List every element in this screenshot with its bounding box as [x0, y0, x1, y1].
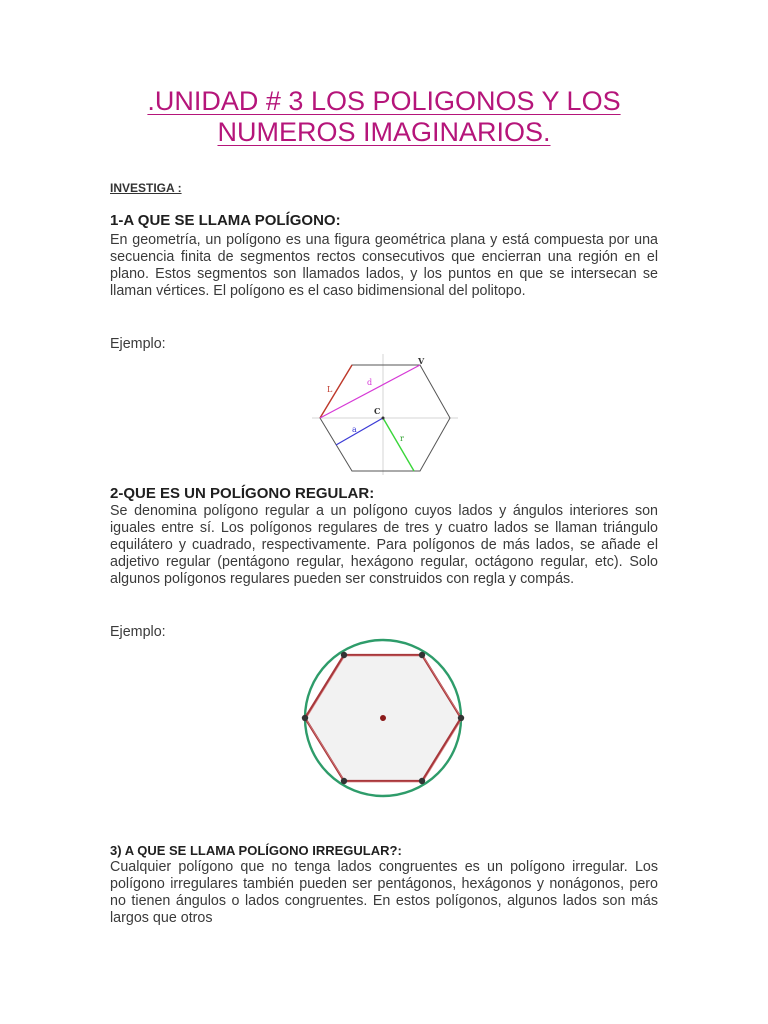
- section1-example-label: Ejemplo:: [110, 336, 166, 352]
- vertex-point: [458, 715, 464, 721]
- inscribed-hexagon-figure: [298, 638, 470, 798]
- label-L: L: [327, 385, 333, 394]
- section1-heading: 1-A QUE SE LLAMA POLÍGONO:: [110, 212, 341, 229]
- section2-body: Se denomina polígono regular a un polígono cuyos lados y ángulos interiores son iguales entre sí. Los polígonos regulares de tres y cuatro lados se llaman triángulo equilátero y cuadrado, respectivamente. Para polígonos de más lados, se añade el adjetivo regular (pentágono regular, hexágono regular, octágono regular, etc). Solo algunos polígonos regulares pueden ser construidos con regla y compás.: [110, 503, 658, 587]
- vertex-point: [419, 778, 425, 784]
- investiga-label: INVESTIGA :: [110, 181, 182, 195]
- hexagon-elements-figure: [310, 352, 460, 477]
- section2-heading: 2-QUE ES UN POLÍGONO REGULAR:: [110, 485, 375, 502]
- page-title: .UNIDAD # 3 LOS POLIGONOS Y LOS NUMEROS IMAGINARIOS.: [147, 86, 621, 147]
- vertex-point: [341, 778, 347, 784]
- label-d: d: [367, 378, 373, 387]
- section2-example-label: Ejemplo:: [110, 624, 166, 640]
- radius-segment: [383, 418, 414, 471]
- diagonal-segment: [320, 365, 420, 418]
- label-a: a: [352, 425, 357, 434]
- center-point: [382, 417, 385, 420]
- vertex-point: [302, 715, 308, 721]
- section3-body: Cualquier polígono que no tenga lados congruentes es un polígono irregular. Los polígono irregulares también pueden ser pentágonos, hexágonos y nonágonos, pero no tienen ángulos o lados congruentes. En estos polígonos, algunos lados son más largos que otros: [110, 859, 658, 926]
- section3-heading: 3) A QUE SE LLAMA POLÍGONO IRREGULAR?:: [110, 843, 402, 858]
- label-r: r: [400, 434, 404, 443]
- vertex-point: [419, 652, 425, 658]
- section1-body: En geometría, un polígono es una figura geométrica plana y está compuesta por una secuencia finita de segmentos rectos consecutivos que encierran una región en el plano. Estos segmentos son llamados lados, y los puntos en que se intersecan se llaman vértices. El polígono es el caso bidimensional del politopo.: [110, 232, 658, 299]
- label-C: C: [374, 406, 381, 416]
- vertex-point: [341, 652, 347, 658]
- apothem-segment: [336, 418, 383, 445]
- label-V: V: [418, 356, 425, 366]
- center-point: [380, 715, 386, 721]
